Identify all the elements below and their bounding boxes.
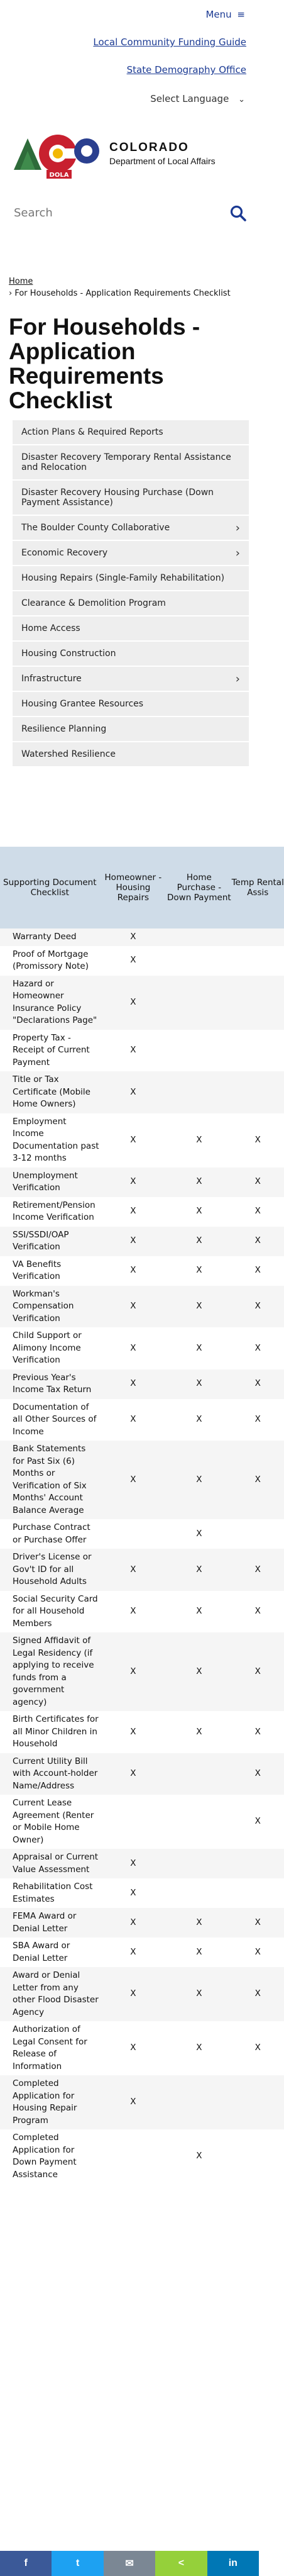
- subnav-item[interactable]: [13, 481, 249, 516]
- requirement-mark-cell: [231, 1849, 284, 1878]
- requirement-mark-cell: [231, 928, 284, 946]
- requirement-mark-cell: [231, 946, 284, 976]
- requirement-mark-cell: X: [254, 1988, 261, 1999]
- state-demography-office-link[interactable]: State Demography Office: [126, 64, 246, 75]
- table-row: [0, 1753, 284, 1795]
- document-name-cell: Proof of Mortgage (Promissory Note): [13, 949, 89, 971]
- subnav-item-label: Economic Recovery: [21, 548, 108, 558]
- subnav-item[interactable]: [13, 541, 249, 566]
- document-name-cell: SBA Award or Denial Letter: [13, 1941, 70, 1963]
- subnav-item[interactable]: [13, 667, 249, 692]
- requirement-mark-cell: X: [254, 1606, 261, 1616]
- table-row: [0, 1711, 284, 1753]
- document-name-cell: FEMA Award or Denial Letter: [13, 1911, 77, 1934]
- requirement-mark-cell: X: [130, 1414, 136, 1424]
- requirement-mark-cell: X: [254, 1176, 261, 1187]
- twitter-icon: t: [75, 2558, 80, 2568]
- table-body: [0, 928, 284, 2183]
- email-share-button[interactable]: [104, 2551, 155, 2576]
- requirement-mark-cell: X: [130, 996, 136, 1007]
- document-name-cell: Workman's Compensation Verification: [13, 1288, 74, 1324]
- requirement-mark-cell: X: [130, 1206, 136, 1217]
- document-name-cell: Current Lease Agreement (Renter or Mobile Home Owner): [13, 1798, 94, 1845]
- table-row: [0, 2075, 284, 2129]
- requirement-mark-cell: X: [196, 1134, 202, 1145]
- requirement-mark-cell: X: [196, 1474, 202, 1485]
- requirement-mark-cell: X: [254, 1816, 261, 1827]
- table-row: [0, 2129, 284, 2183]
- site-logo[interactable]: [14, 126, 216, 181]
- requirement-mark-cell: X: [254, 1301, 261, 1311]
- document-name-cell: Title or Tax Certificate (Mobile Home Owners): [13, 1074, 90, 1109]
- requirement-mark-cell: X: [254, 1378, 261, 1389]
- requirement-mark-cell: X: [130, 1946, 136, 1957]
- table-row: [0, 1113, 284, 1168]
- table-row: [0, 1795, 284, 1849]
- linkedin-icon: in: [228, 2558, 238, 2568]
- requirement-mark-cell: X: [254, 1134, 261, 1145]
- table-row: [0, 1878, 284, 1908]
- language-label: Select Language: [150, 93, 229, 104]
- requirement-mark-cell: [231, 1519, 284, 1549]
- subnav-item-label: Infrastructure: [21, 674, 82, 684]
- subnav-item-label: Housing Grantee Resources: [21, 699, 144, 709]
- column-header-housing-repairs: Homeowner - Housing Repairs: [100, 847, 167, 928]
- document-name-cell: Social Security Card for all Household Members: [13, 1593, 98, 1629]
- share-bar: [0, 2551, 259, 2576]
- table-row: [0, 928, 284, 946]
- share-icon: <: [178, 2558, 185, 2568]
- requirement-mark-cell: X: [254, 1666, 261, 1676]
- requirement-mark-cell: X: [254, 1342, 261, 1353]
- document-name-cell: Child Support or Alimony Income Verification: [13, 1330, 82, 1365]
- document-name-cell: Property Tax - Receipt of Current Payment: [13, 1032, 90, 1068]
- email-icon: ✉: [125, 2558, 134, 2569]
- table-row: [0, 1197, 284, 1227]
- table-row: [0, 1849, 284, 1878]
- document-name-cell: Bank Statements for Past Six (6) Months or Verification of Six Months' Account Balance Average: [13, 1444, 87, 1515]
- requirement-mark-cell: X: [130, 932, 136, 942]
- subnav-item[interactable]: [13, 420, 249, 445]
- requirement-mark-cell: [231, 1030, 284, 1072]
- menu-label: Menu: [205, 9, 232, 20]
- subnav-item[interactable]: [13, 717, 249, 742]
- requirement-mark-cell: X: [130, 1301, 136, 1311]
- subnav-item-label: Disaster Recovery Housing Purchase (Down Payment Assistance): [21, 488, 214, 508]
- table-row: [0, 1227, 284, 1256]
- chevron-right-icon[interactable]: ›: [235, 521, 240, 535]
- requirement-mark-cell: X: [196, 1176, 202, 1187]
- twitter-share-button[interactable]: [52, 2551, 103, 2576]
- requirement-mark-cell: X: [254, 1474, 261, 1485]
- document-name-cell: VA Benefits Verification: [13, 1259, 62, 1281]
- requirement-mark-cell: [167, 1795, 231, 1849]
- local-community-funding-guide-link[interactable]: Local Community Funding Guide: [93, 36, 246, 48]
- requirement-mark-cell: [167, 1753, 231, 1795]
- search-input[interactable]: Search: [14, 206, 53, 220]
- document-name-cell: Birth Certificates for all Minor Children in Household: [13, 1714, 99, 1749]
- requirement-mark-cell: X: [254, 1946, 261, 1957]
- requirement-mark-cell: X: [196, 1946, 202, 1957]
- breadcrumb-current: [9, 289, 231, 298]
- language-select[interactable]: [150, 93, 245, 104]
- table-row: [0, 1030, 284, 1072]
- requirement-mark-cell: [100, 1795, 167, 1849]
- requirement-mark-cell: X: [196, 1265, 202, 1276]
- table-row: [0, 1967, 284, 2021]
- requirement-mark-cell: X: [130, 1235, 136, 1246]
- requirement-mark-cell: [231, 976, 284, 1030]
- requirement-mark-cell: X: [196, 1206, 202, 1217]
- checklist-table: [0, 847, 284, 2183]
- requirement-mark-cell: [167, 946, 231, 976]
- requirement-mark-cell: [167, 976, 231, 1030]
- requirement-mark-cell: [167, 1030, 231, 1072]
- table-row: [0, 976, 284, 1030]
- table-row: [0, 1908, 284, 1938]
- table-row: [0, 1519, 284, 1549]
- subnav-item[interactable]: [13, 516, 249, 541]
- requirement-mark-cell: X: [254, 1768, 261, 1778]
- hamburger-icon: ≡: [237, 9, 245, 20]
- requirement-mark-cell: X: [196, 1528, 202, 1539]
- requirement-mark-cell: [231, 2129, 284, 2183]
- requirement-mark-cell: X: [254, 1917, 261, 1927]
- table-row: [0, 1071, 284, 1113]
- page-title: For Households - Application Requirements Checklist: [9, 314, 200, 413]
- logo-line-1: COLORADO: [109, 141, 189, 154]
- subnav-item[interactable]: [13, 742, 249, 767]
- document-name-cell: Award or Denial Letter from any other Flood Disaster Agency: [13, 1970, 99, 2017]
- table-row: [0, 1399, 284, 1441]
- chevron-right-icon[interactable]: ›: [235, 546, 240, 560]
- requirement-mark-cell: [167, 1071, 231, 1113]
- requirement-mark-cell: [231, 1071, 284, 1113]
- requirement-mark-cell: X: [130, 1666, 136, 1676]
- requirement-mark-cell: [167, 1878, 231, 1908]
- menu-button[interactable]: [205, 9, 245, 20]
- document-name-cell: Driver's License or Gov't ID for all Household Adults: [13, 1552, 92, 1586]
- table-row: [0, 946, 284, 976]
- requirement-mark-cell: X: [130, 1474, 136, 1485]
- subnav-item-label: Disaster Recovery Temporary Rental Assistance and Relocation: [21, 452, 231, 472]
- requirement-mark-cell: X: [196, 1666, 202, 1676]
- chevron-down-icon: ⌄: [238, 95, 245, 104]
- table-row: [0, 1168, 284, 1197]
- subnav-item[interactable]: [13, 692, 249, 717]
- requirement-mark-cell: X: [196, 1564, 202, 1575]
- subnav-item[interactable]: [13, 642, 249, 667]
- requirement-mark-cell: X: [130, 2043, 136, 2053]
- requirement-mark-cell: X: [196, 1235, 202, 1246]
- logo-text: [109, 141, 216, 166]
- requirement-mark-cell: X: [196, 1988, 202, 1999]
- subnav-item-label: Housing Repairs (Single-Family Rehabilitation): [21, 573, 225, 583]
- search-icon[interactable]: [230, 205, 246, 221]
- facebook-icon: f: [24, 2558, 28, 2568]
- requirement-mark-cell: X: [130, 1134, 136, 1145]
- requirement-mark-cell: X: [130, 1176, 136, 1187]
- subnav-item[interactable]: [13, 566, 249, 591]
- requirement-mark-cell: X: [254, 2043, 261, 2053]
- document-name-cell: Documentation of all Other Sources of Income: [13, 1402, 97, 1437]
- subnav-item-label: Watershed Resilience: [21, 749, 116, 759]
- requirement-mark-cell: X: [130, 1265, 136, 1276]
- table-header-row: [0, 847, 284, 928]
- subnav-item-label: Housing Construction: [21, 649, 116, 659]
- table-row: [0, 1369, 284, 1399]
- requirement-mark-cell: X: [254, 1414, 261, 1424]
- requirement-mark-cell: X: [196, 2043, 202, 2053]
- requirement-mark-cell: X: [130, 1045, 136, 1055]
- breadcrumb-separator: ›: [9, 289, 13, 298]
- document-name-cell: Hazard or Homeowner Insurance Policy "Declarations Page": [13, 978, 97, 1025]
- subnav-item-label: Resilience Planning: [21, 724, 107, 734]
- requirement-mark-cell: X: [254, 1726, 261, 1737]
- table-row: [0, 1441, 284, 1519]
- table-row: [0, 1327, 284, 1369]
- column-header-down-payment: Home Purchase - Down Payment: [167, 847, 231, 928]
- requirement-mark-cell: X: [130, 1887, 136, 1898]
- column-header-temp-rental: Temp Rental Assis: [231, 847, 284, 928]
- document-name-cell: Completed Application for Housing Repair Program: [13, 2078, 77, 2126]
- logo-badge: DOLA: [49, 172, 69, 179]
- facebook-share-button[interactable]: [0, 2551, 52, 2576]
- requirement-mark-cell: X: [196, 2151, 202, 2161]
- subnav-item[interactable]: [13, 591, 249, 616]
- requirement-mark-cell: X: [130, 1768, 136, 1778]
- table-row: [0, 1286, 284, 1328]
- requirement-mark-cell: X: [130, 1564, 136, 1575]
- document-name-cell: Authorization of Legal Consent for Release of Information: [13, 2024, 87, 2071]
- table-row: [0, 1938, 284, 1967]
- subnav-item-label: Home Access: [21, 623, 80, 633]
- breadcrumb: [9, 277, 231, 298]
- document-name-cell: Employment Income Documentation past 3-12 months: [13, 1116, 99, 1163]
- requirement-mark-cell: [100, 1519, 167, 1549]
- document-name-cell: Previous Year's Income Tax Return: [13, 1372, 92, 1395]
- requirement-mark-cell: X: [196, 1726, 202, 1737]
- document-name-cell: Purchase Contract or Purchase Offer: [13, 1522, 90, 1545]
- requirement-mark-cell: [100, 2129, 167, 2183]
- requirement-mark-cell: X: [130, 1606, 136, 1616]
- requirement-mark-cell: X: [130, 1342, 136, 1353]
- section-subnav: [13, 420, 249, 767]
- document-name-cell: Retirement/Pension Income Verification: [13, 1200, 96, 1222]
- breadcrumb-current-label: For Households - Application Requirements Checklist: [14, 289, 231, 298]
- requirement-mark-cell: X: [130, 1858, 136, 1868]
- document-name-cell: Current Utility Bill with Account-holder Name/Address: [13, 1756, 98, 1791]
- requirement-mark-cell: X: [254, 1206, 261, 1217]
- document-name-cell: SSI/SSDI/OAP Verification: [13, 1229, 69, 1252]
- table-row: [0, 1549, 284, 1591]
- breadcrumb-home-link[interactable]: Home: [9, 277, 33, 286]
- requirement-mark-cell: X: [254, 1235, 261, 1246]
- subnav-item-label: Action Plans & Required Reports: [21, 427, 163, 437]
- table-row: [0, 2021, 284, 2075]
- linkedin-share-button[interactable]: [207, 2551, 259, 2576]
- requirement-mark-cell: [231, 1878, 284, 1908]
- requirement-mark-cell: X: [196, 1917, 202, 1927]
- requirement-mark-cell: X: [196, 1301, 202, 1311]
- top-bar: [0, 0, 259, 104]
- subnav-item[interactable]: [13, 616, 249, 642]
- table-row: [0, 1632, 284, 1711]
- search-bar[interactable]: [14, 200, 250, 229]
- requirement-mark-cell: X: [130, 1726, 136, 1737]
- requirement-mark-cell: X: [130, 955, 136, 966]
- subnav-item-label: Clearance & Demolition Program: [21, 598, 166, 608]
- chevron-right-icon[interactable]: ›: [235, 672, 240, 686]
- subnav-item[interactable]: [13, 445, 249, 481]
- table-row: [0, 1256, 284, 1286]
- requirement-mark-cell: X: [196, 1414, 202, 1424]
- document-name-cell: Completed Application for Down Payment Assistance: [13, 2133, 77, 2180]
- requirement-mark-cell: X: [130, 1378, 136, 1389]
- requirement-mark-cell: [167, 1849, 231, 1878]
- requirement-mark-cell: X: [130, 1917, 136, 1927]
- subnav-item-label: The Boulder County Collaborative: [21, 523, 170, 533]
- requirement-mark-cell: X: [130, 1988, 136, 1999]
- checklist-table-wrapper[interactable]: [0, 847, 284, 2183]
- requirement-mark-cell: [231, 2075, 284, 2129]
- requirement-mark-cell: X: [254, 1265, 261, 1276]
- requirement-mark-cell: X: [130, 2097, 136, 2107]
- document-name-cell: Appraisal or Current Value Assessment: [13, 1852, 99, 1875]
- requirement-mark-cell: X: [196, 1342, 202, 1353]
- requirement-mark-cell: [167, 2075, 231, 2129]
- requirement-mark-cell: X: [254, 1564, 261, 1575]
- requirement-mark-cell: X: [196, 1378, 202, 1389]
- column-header-document: Supporting Document Checklist: [0, 847, 100, 928]
- logo-line-2: Department of Local Affairs: [109, 156, 216, 166]
- colorado-logo-icon: [14, 126, 102, 181]
- document-name-cell: Unemployment Verification: [13, 1170, 78, 1193]
- document-name-cell: Signed Affidavit of Legal Residency (if applying to receive funds from a government agency): [13, 1636, 94, 1707]
- requirement-mark-cell: [167, 928, 231, 946]
- document-name-cell: Warranty Deed: [13, 932, 77, 942]
- document-name-cell: Rehabilitation Cost Estimates: [13, 1882, 93, 1904]
- share-share-button[interactable]: [155, 2551, 207, 2576]
- requirement-mark-cell: X: [196, 1606, 202, 1616]
- table-row: [0, 1591, 284, 1633]
- requirement-mark-cell: X: [130, 1086, 136, 1097]
